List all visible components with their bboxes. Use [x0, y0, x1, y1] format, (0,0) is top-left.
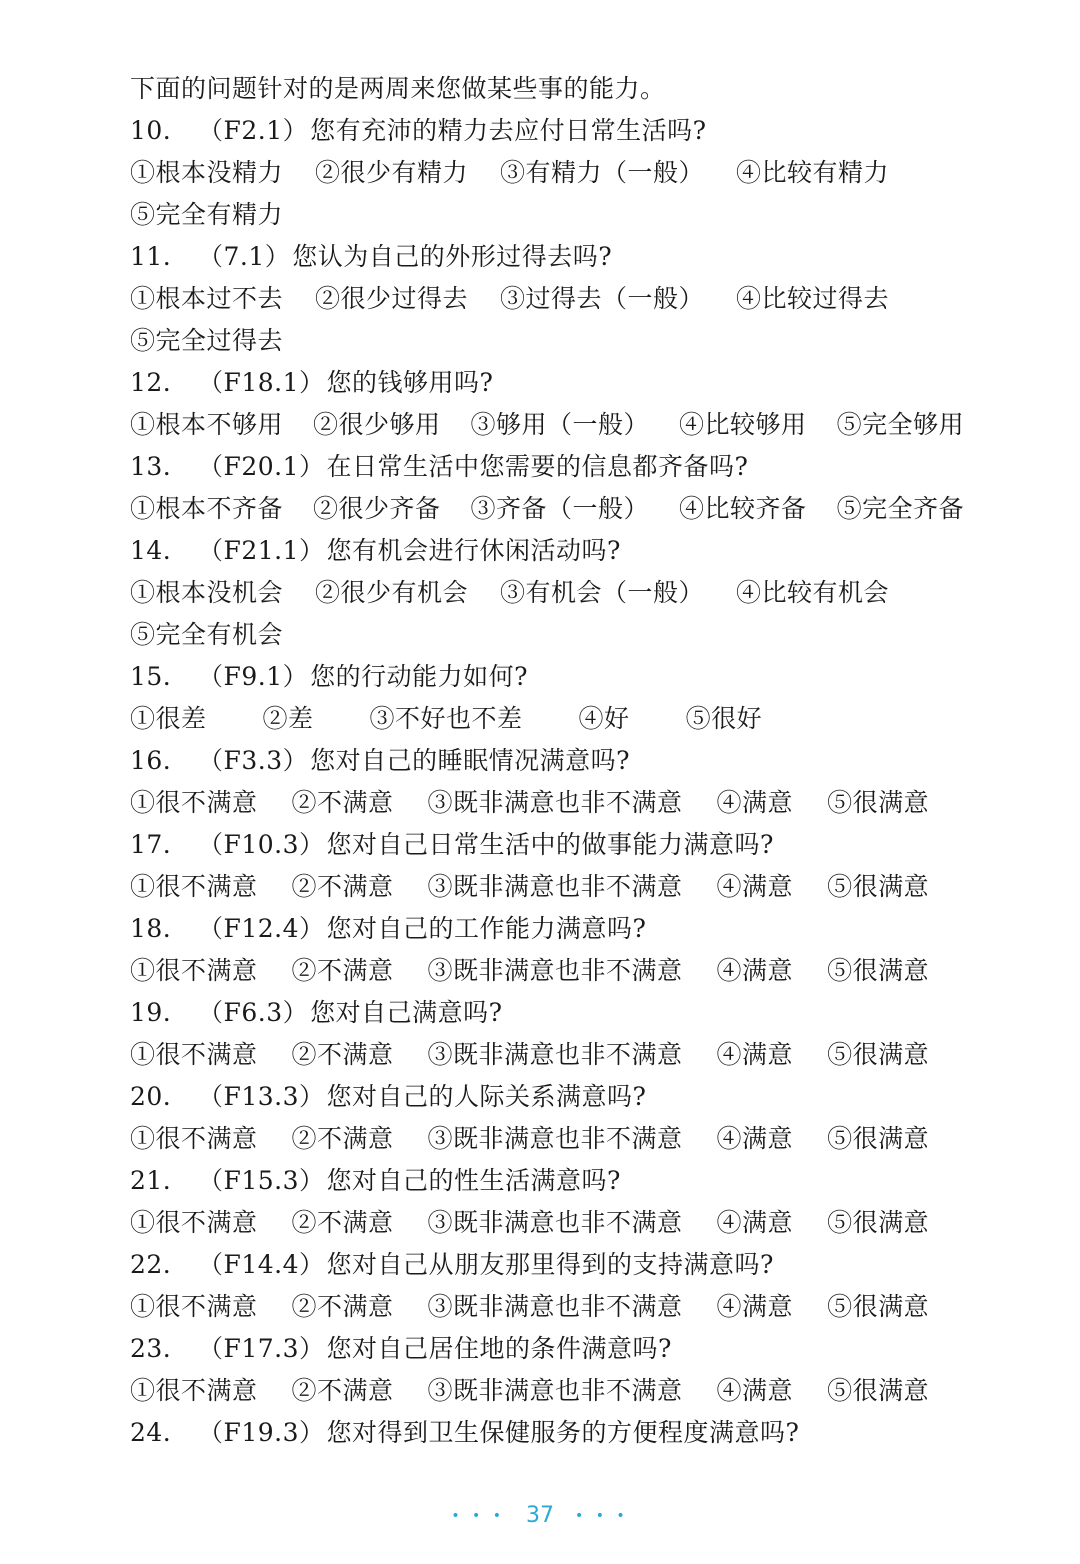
- answer-option[interactable]: ②差: [262, 704, 314, 733]
- question-text: 您有机会进行休闲活动吗?: [326, 536, 621, 565]
- answer-option[interactable]: ①根本不齐备: [130, 494, 284, 523]
- answer-option[interactable]: ④比较齐备: [679, 494, 807, 523]
- question-text: 您对自己日常生活中的做事能力满意吗?: [326, 830, 774, 859]
- options-row: [130, 866, 1030, 908]
- answer-option[interactable]: ①很不满意: [130, 956, 258, 985]
- answer-option[interactable]: ④比较有精力: [736, 158, 890, 187]
- options-row: [130, 782, 1030, 824]
- answer-option[interactable]: ①很差: [130, 704, 207, 733]
- options-row: [130, 1034, 1030, 1076]
- options-row: [130, 1202, 1030, 1244]
- question-code: （F20.1）: [198, 452, 325, 481]
- options-row: [130, 404, 1030, 446]
- answer-option[interactable]: ⑤很满意: [827, 1124, 930, 1153]
- question-text: 您对自己满意吗?: [310, 998, 503, 1027]
- answer-option[interactable]: ⑤很好: [685, 704, 763, 733]
- question-code: （F17.3）: [198, 1334, 325, 1363]
- question-code: （F21.1）: [198, 536, 325, 565]
- options-row: [130, 1370, 1030, 1412]
- options-row: [130, 194, 1030, 236]
- answer-option[interactable]: ①很不满意: [130, 1292, 258, 1321]
- question-line: [130, 656, 1030, 698]
- question-number: 12.: [130, 368, 172, 397]
- answer-option[interactable]: ①很不满意: [130, 1124, 258, 1153]
- question-number: 22.: [130, 1250, 172, 1279]
- answer-option[interactable]: ②不满意: [291, 1040, 394, 1069]
- question-code: （F3.3）: [198, 746, 309, 775]
- question-text: 您对自己的睡眠情况满意吗?: [310, 746, 631, 775]
- answer-option[interactable]: ④比较有机会: [736, 578, 890, 607]
- options-row: [130, 614, 1030, 656]
- question-text: 您的行动能力如何?: [310, 662, 529, 691]
- answer-option[interactable]: ③过得去（一般）: [500, 284, 705, 313]
- question-line: [130, 908, 1030, 950]
- question-code: （F12.4）: [198, 914, 325, 943]
- answer-option[interactable]: ②很少够用: [313, 410, 441, 439]
- question-number: 16.: [130, 746, 172, 775]
- question-text: 您的钱够用吗?: [326, 368, 494, 397]
- question-text: 您对自己居住地的条件满意吗?: [326, 1334, 672, 1363]
- options-row: [130, 488, 1030, 530]
- question-line: [130, 1076, 1030, 1118]
- answer-option[interactable]: ⑤很满意: [827, 1292, 930, 1321]
- answer-option[interactable]: ③既非满意也非不满意: [427, 956, 683, 985]
- question-number: 21.: [130, 1166, 172, 1195]
- answer-option[interactable]: ②不满意: [291, 872, 394, 901]
- answer-option[interactable]: ①根本没精力: [130, 158, 284, 187]
- answer-option[interactable]: ⑤很满意: [827, 788, 930, 817]
- answer-option[interactable]: ③既非满意也非不满意: [427, 1124, 683, 1153]
- question-text: 您有充沛的精力去应付日常生活吗?: [310, 116, 707, 145]
- question-text: 您认为自己的外形过得去吗?: [292, 242, 613, 271]
- question-line: [130, 446, 1030, 488]
- question-line: [130, 110, 1030, 152]
- answer-option[interactable]: ④满意: [716, 1208, 794, 1237]
- footer-dots-right: • • •: [575, 1508, 629, 1524]
- question-line: [130, 824, 1030, 866]
- answer-option[interactable]: ②不满意: [291, 1124, 394, 1153]
- question-number: 11.: [130, 242, 172, 271]
- answer-option[interactable]: ④满意: [716, 788, 794, 817]
- question-text: 您对得到卫生保健服务的方便程度满意吗?: [326, 1418, 800, 1447]
- answer-option[interactable]: ③齐备（一般）: [470, 494, 650, 523]
- answer-option[interactable]: ④满意: [716, 1376, 794, 1405]
- answer-option[interactable]: ③有精力（一般）: [500, 158, 705, 187]
- answer-option[interactable]: ④满意: [716, 1040, 794, 1069]
- question-line: [130, 740, 1030, 782]
- answer-option[interactable]: ②不满意: [291, 788, 394, 817]
- question-code: （F2.1）: [198, 116, 309, 145]
- answer-option[interactable]: ②很少有精力: [315, 158, 469, 187]
- answer-option[interactable]: ⑤完全够用: [836, 410, 965, 439]
- answer-option[interactable]: ⑤很满意: [827, 1208, 930, 1237]
- answer-option[interactable]: ①根本不够用: [130, 410, 284, 439]
- answer-option[interactable]: ①很不满意: [130, 788, 258, 817]
- answer-option[interactable]: ①根本过不去: [130, 284, 284, 313]
- question-line: [130, 1412, 1030, 1454]
- answer-option[interactable]: ③既非满意也非不满意: [427, 872, 683, 901]
- question-number: 15.: [130, 662, 172, 691]
- question-number: 23.: [130, 1334, 172, 1363]
- question-code: （F18.1）: [198, 368, 325, 397]
- answer-option[interactable]: ③既非满意也非不满意: [427, 1040, 683, 1069]
- question-code: （F6.3）: [198, 998, 309, 1027]
- answer-option[interactable]: ⑤完全齐备: [836, 494, 965, 523]
- footer-dots-left: • • •: [451, 1508, 505, 1524]
- question-line: [130, 992, 1030, 1034]
- question-line: [130, 1328, 1030, 1370]
- answer-option[interactable]: ②很少齐备: [313, 494, 441, 523]
- answer-option[interactable]: ⑤很满意: [827, 1040, 930, 1069]
- question-code: （F19.3）: [198, 1418, 325, 1447]
- answer-option[interactable]: ⑤完全有精力: [130, 200, 284, 229]
- question-code: （F15.3）: [198, 1166, 325, 1195]
- answer-option[interactable]: ②不满意: [291, 1208, 394, 1237]
- answer-option[interactable]: ①很不满意: [130, 1376, 258, 1405]
- answer-option[interactable]: ②不满意: [291, 1376, 394, 1405]
- options-row: [130, 152, 1030, 194]
- page-footer: [0, 1500, 1080, 1532]
- answer-option[interactable]: ③既非满意也非不满意: [427, 1292, 683, 1321]
- question-text: 您对自己从朋友那里得到的支持满意吗?: [326, 1250, 774, 1279]
- question-number: 14.: [130, 536, 172, 565]
- question-line: [130, 362, 1030, 404]
- answer-option[interactable]: ②很少过得去: [315, 284, 469, 313]
- answer-option[interactable]: ③既非满意也非不满意: [427, 1208, 683, 1237]
- question-code: （F13.3）: [198, 1082, 325, 1111]
- answer-option[interactable]: ①很不满意: [130, 872, 258, 901]
- question-code: （F10.3）: [198, 830, 325, 859]
- answer-option[interactable]: ③既非满意也非不满意: [427, 1376, 683, 1405]
- page-number: 37: [526, 1503, 554, 1528]
- intro-text: 下面的问题针对的是两周来您做某些事的能力。: [130, 74, 666, 103]
- question-number: 18.: [130, 914, 172, 943]
- question-number: 13.: [130, 452, 172, 481]
- answer-option[interactable]: ③既非满意也非不满意: [427, 788, 683, 817]
- answer-option[interactable]: ②不满意: [291, 956, 394, 985]
- answer-option[interactable]: ③不好也不差: [369, 704, 523, 733]
- question-text: 您对自己的人际关系满意吗?: [326, 1082, 647, 1111]
- question-number: 17.: [130, 830, 172, 859]
- options-row: [130, 950, 1030, 992]
- options-row: [130, 278, 1030, 320]
- answer-option[interactable]: ①很不满意: [130, 1040, 258, 1069]
- answer-option[interactable]: ⑤完全过得去: [130, 326, 284, 355]
- answer-option[interactable]: ④满意: [716, 956, 794, 985]
- options-row: [130, 698, 1030, 740]
- question-line: [130, 1160, 1030, 1202]
- answer-option[interactable]: ⑤完全有机会: [130, 620, 284, 649]
- question-number: 19.: [130, 998, 172, 1027]
- question-text: 您对自己的工作能力满意吗?: [326, 914, 647, 943]
- options-row: [130, 1118, 1030, 1160]
- answer-option[interactable]: ④满意: [716, 872, 794, 901]
- question-line: [130, 236, 1030, 278]
- options-row: [130, 1286, 1030, 1328]
- answer-option[interactable]: ④满意: [716, 1292, 794, 1321]
- question-number: 24.: [130, 1418, 172, 1447]
- answer-option[interactable]: ⑤很满意: [827, 872, 930, 901]
- question-line: [130, 530, 1030, 572]
- question-line: [130, 1244, 1030, 1286]
- question-code: （7.1）: [198, 242, 291, 271]
- answer-option[interactable]: ③有机会（一般）: [500, 578, 705, 607]
- answer-option[interactable]: ④满意: [716, 1124, 794, 1153]
- options-row: [130, 320, 1030, 362]
- question-text: 您对自己的性生活满意吗?: [326, 1166, 621, 1195]
- answer-option[interactable]: ④比较过得去: [736, 284, 890, 313]
- questionnaire-page: [130, 68, 1030, 1454]
- answer-option[interactable]: ④比较够用: [679, 410, 807, 439]
- answer-option[interactable]: ①根本没机会: [130, 578, 284, 607]
- answer-option[interactable]: ②很少有机会: [315, 578, 469, 607]
- question-code: （F9.1）: [198, 662, 309, 691]
- question-list: [130, 110, 1030, 1454]
- answer-option[interactable]: ④好: [578, 704, 630, 733]
- question-number: 20.: [130, 1082, 172, 1111]
- answer-option[interactable]: ⑤很满意: [827, 1376, 930, 1405]
- answer-option[interactable]: ⑤很满意: [827, 956, 930, 985]
- answer-option[interactable]: ③够用（一般）: [470, 410, 650, 439]
- options-row: [130, 572, 1030, 614]
- question-code: （F14.4）: [198, 1250, 325, 1279]
- answer-option[interactable]: ②不满意: [291, 1292, 394, 1321]
- question-number: 10.: [130, 116, 172, 145]
- answer-option[interactable]: ①很不满意: [130, 1208, 258, 1237]
- question-text: 在日常生活中您需要的信息都齐备吗?: [326, 452, 749, 481]
